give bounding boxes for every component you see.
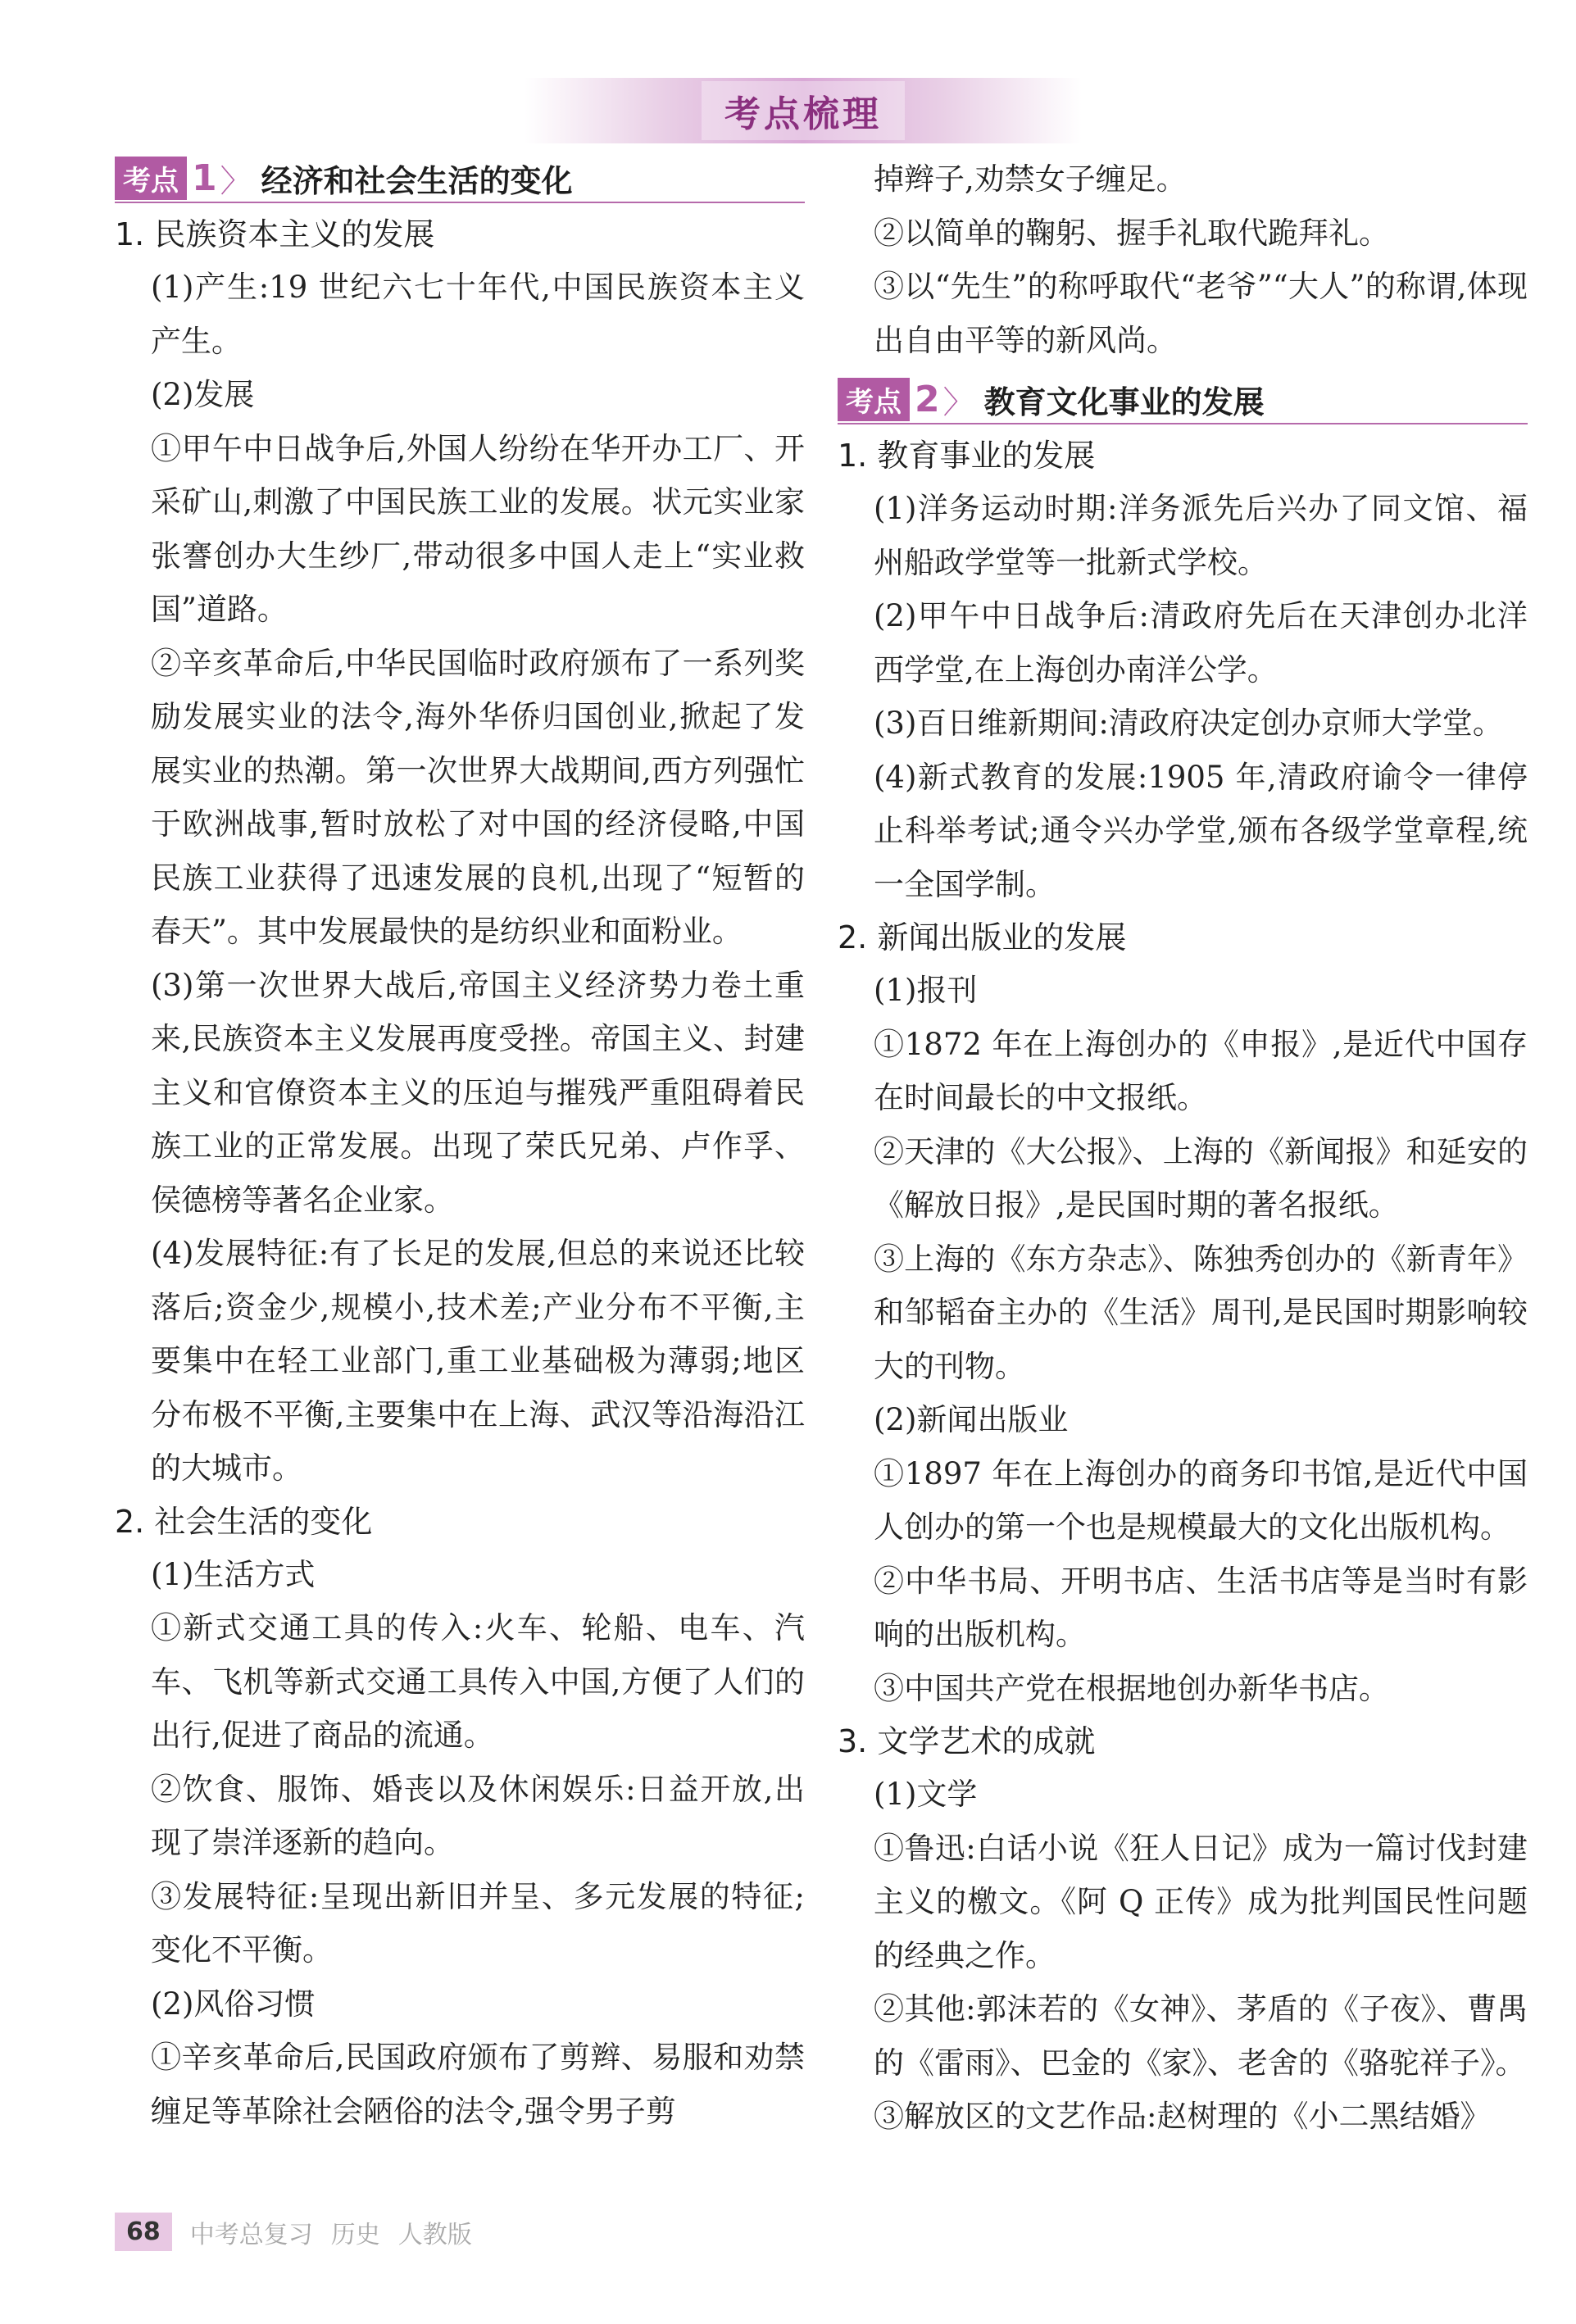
paragraph: 掉辫子,劝禁女子缠足。 — [874, 161, 1187, 197]
paragraph: (2)风俗习惯 — [151, 1986, 316, 2022]
paragraph: ①甲午中日战争后,外国人纷纷在华开办工厂、开采矿山,刺激了中国民族工业的发展。状元实业家张謇创办大生纱厂,带动很多中国人走上“实业救国”道路。 — [151, 430, 805, 627]
kaodian-tag: 考点 — [838, 378, 910, 421]
paragraph: ③上海的《东方杂志》、陈独秀创办的《新青年》和邹韬奋主办的《生活》周刊,是民国时期影响较大的刊物。 — [874, 1241, 1528, 1384]
chevron-right-icon: 〉 — [220, 162, 252, 199]
paragraph: (2)新闻出版业 — [874, 1402, 1069, 1437]
kaodian-title: 经济和社会生活的变化 — [261, 162, 573, 199]
paragraph: (1)文学 — [874, 1777, 978, 1812]
paragraph: ②中华书局、开明书店、生活书店等是当时有影响的出版机构。 — [874, 1563, 1528, 1652]
page-footer — [115, 2213, 472, 2251]
kaodian-number: 2 — [915, 378, 940, 420]
paragraph: ③以“先生”的称呼取代“老爷”“大人”的称谓,体现出自由平等的新风尚。 — [874, 269, 1528, 358]
paragraph: ①鲁迅:白话小说《狂人日记》成为一篇讨伐封建主义的檄文。《阿 Q 正传》成为批判国民性问题的经典之作。 — [874, 1830, 1528, 1973]
section-heading: 1. 教育事业的发展 — [838, 438, 1096, 474]
kaodian-number: 1 — [192, 157, 217, 199]
right-column — [838, 146, 1528, 2144]
banner-title: 考点梳理 — [702, 81, 905, 140]
paragraph: (1)生活方式 — [151, 1556, 316, 1592]
paragraph: (1)产生:19 世纪六七十年代,中国民族资本主义产生。 — [151, 270, 805, 359]
page-number: 68 — [115, 2213, 172, 2251]
paragraph: ②其他:郭沫若的《女神》、茅盾的《子夜》、曹禺的《雷雨》、巴金的《家》、老舍的《骆驼祥子》。 — [874, 1991, 1528, 2081]
paragraph: ①1872 年在上海创办的《申报》,是近代中国存在时间最长的中文报纸。 — [874, 1026, 1528, 1115]
book-title: 中考总复习 — [189, 2220, 313, 2249]
paragraph: (4)发展特征:有了长足的发展,但总的来说还比较落后;资金少,规模小,技术差;产业分布不平衡,主要集中在轻工业部门,重工业基础极为薄弱;地区分布极不平衡,主要集中在上海、武汉等沿海沿江的大城市。 — [151, 1236, 805, 1486]
paragraph: ①1897 年在上海创办的商务印书馆,是近代中国人创办的第一个也是规模最大的文化出版机构。 — [874, 1455, 1528, 1545]
edition-label: 人教版 — [397, 2220, 472, 2249]
paragraph: (3)第一次世界大战后,帝国主义经济势力卷土重来,民族资本主义发展再度受挫。帝国主义、封建主义和官僚资本主义的压迫与摧残严重阻碍着民族工业的正常发展。出现了荣氏兄弟、卢作孚、侯德榜等著名企业家。 — [151, 967, 805, 1218]
paragraph: ②辛亥革命后,中华民国临时政府颁布了一系列奖励发展实业的法令,海外华侨归国创业,掀起了发展实业的热潮。第一次世界大战期间,西方列强忙于欧洲战事,暂时放松了对中国的经济侵略,中国民族工业获得了迅速发展的良机,出现了“短暂的春天”。其中发展最快的是纺织业和面粉业。 — [151, 645, 805, 949]
paragraph: ②天津的《大公报》、上海的《新闻报》和延安的《解放日报》,是民国时期的著名报纸。 — [874, 1133, 1528, 1223]
section-heading: 2. 社会生活的变化 — [115, 1503, 373, 1540]
paragraph: ③解放区的文艺作品:赵树理的《小二黑结婚》 — [874, 2099, 1491, 2134]
kaodian-tag: 考点 — [115, 157, 187, 200]
paragraph: (2)发展 — [151, 377, 255, 412]
paragraph: (1)洋务运动时期:洋务派先后兴办了同文馆、福州船政学堂等一批新式学校。 — [874, 491, 1528, 580]
chevron-right-icon: 〉 — [942, 384, 974, 420]
paragraph: ②以简单的鞠躬、握手礼取代跪拜礼。 — [874, 215, 1389, 251]
paragraph: (2)甲午中日战争后:清政府先后在天津创办北洋西学堂,在上海创办南洋公学。 — [874, 598, 1528, 688]
paragraph: (1)报刊 — [874, 973, 978, 1008]
section-banner — [525, 78, 1082, 143]
kaodian-2-header — [838, 375, 1528, 424]
paragraph: ①辛亥革命后,民国政府颁布了剪辫、易服和劝禁缠足等革除社会陋俗的法令,强令男子剪 — [151, 2040, 805, 2129]
paragraph: ③发展特征:呈现出新旧并呈、多元发展的特征;变化不平衡。 — [151, 1878, 805, 1968]
paragraph: ①新式交通工具的传入:火车、轮船、电车、汽车、飞机等新式交通工具传入中国,方便了人们的出行,促进了商品的流通。 — [151, 1610, 805, 1753]
paragraph: (4)新式教育的发展:1905 年,清政府谕令一律停止科举考试;通令兴办学堂,颁布各级学堂章程,统一全国学制。 — [874, 759, 1528, 902]
kaodian-1-header — [115, 154, 805, 203]
kaodian-title: 教育文化事业的发展 — [983, 384, 1265, 420]
section-heading: 1. 民族资本主义的发展 — [115, 216, 435, 252]
paragraph: ②饮食、服饰、婚丧以及休闲娱乐:日益开放,出现了崇洋逐新的趋向。 — [151, 1771, 805, 1860]
section-heading: 3. 文学艺术的成就 — [838, 1723, 1096, 1759]
left-column — [115, 146, 805, 2138]
subject-label: 历史 — [330, 2220, 380, 2249]
paragraph: ③中国共产党在根据地创办新华书店。 — [874, 1670, 1389, 1706]
paragraph: (3)百日维新期间:清政府决定创办京师大学堂。 — [874, 706, 1503, 741]
section-heading: 2. 新闻出版业的发展 — [838, 919, 1127, 955]
